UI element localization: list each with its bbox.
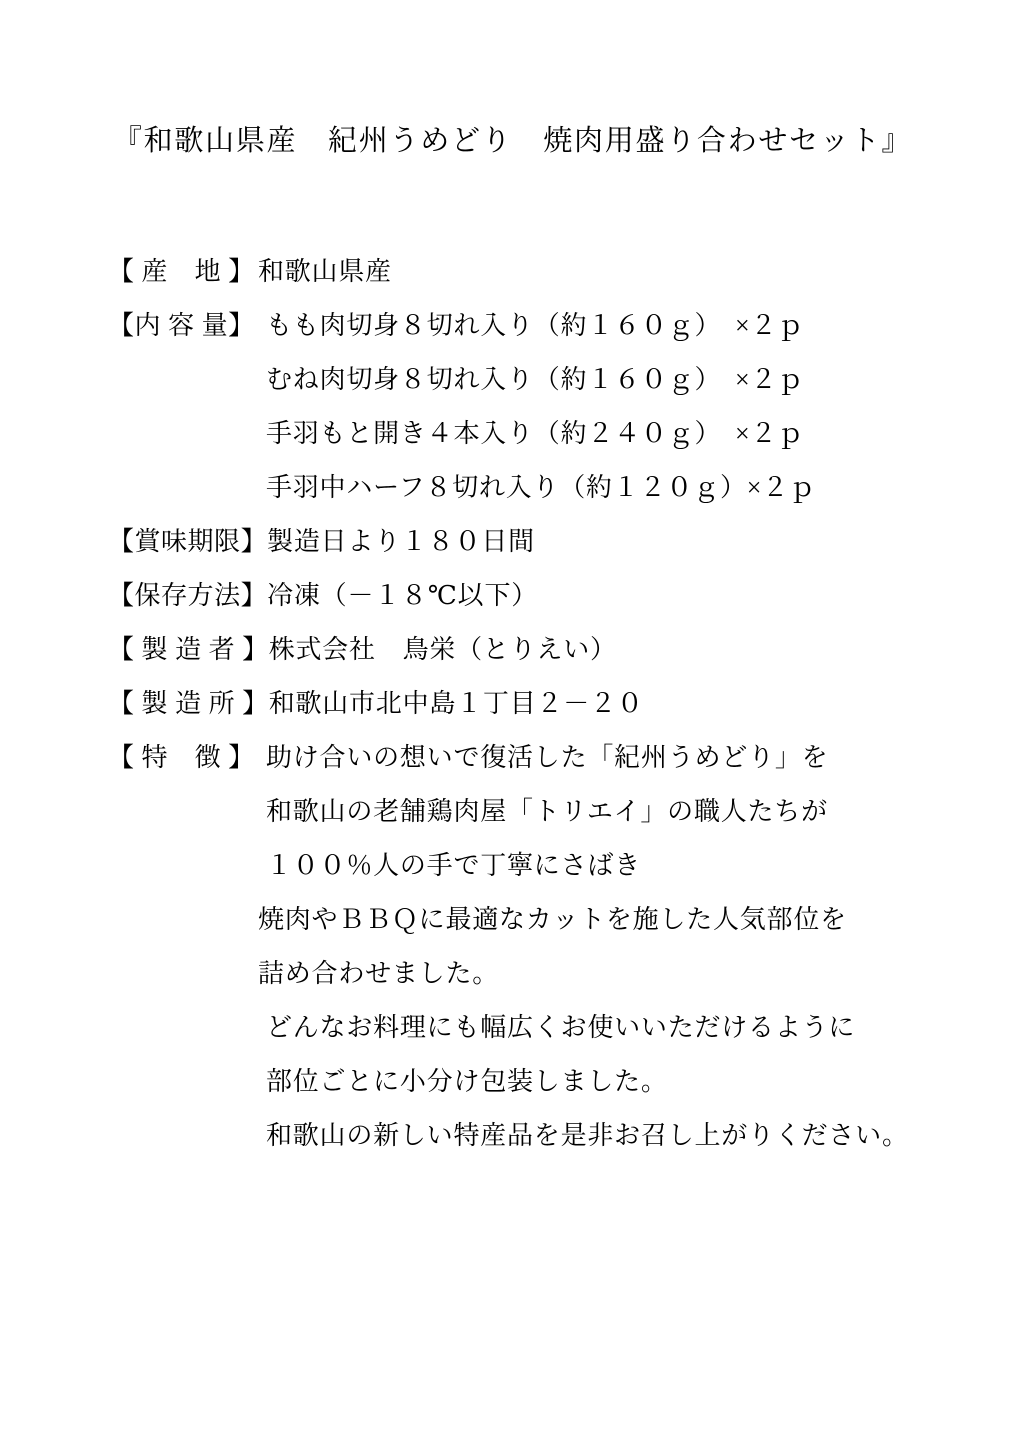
spec-value-line: 部位ごとに小分け包装しました。 [266, 1067, 668, 1096]
spec-value-line: 冷凍（－１８℃以下） [267, 581, 539, 610]
spec-value-line: どんなお料理にも幅広くお使いいただけるように [266, 1013, 856, 1042]
spec-values-manufacturer [269, 623, 968, 677]
spec-value-line: 助け合いの想いで復活した「紀州うめどり」を [266, 743, 829, 772]
page-title: 『和歌山県産 紀州うめどり 焼肉用盛り合わせセット』 [112, 125, 913, 157]
spec-label-factory: 【 製 造 所 】 [108, 689, 269, 718]
spec-value-line: 和歌山県産 [258, 257, 392, 286]
spec-row-contents [108, 299, 968, 515]
spec-values-features [258, 731, 968, 1163]
spec-label-best-before: 【賞味期限】 [108, 527, 268, 556]
spec-value-line: むね肉切身８切れ入り（約１６０ｇ） ×２ｐ [266, 365, 805, 394]
spec-values-origin [258, 245, 968, 299]
spec-label-storage: 【保存方法】 [108, 581, 268, 610]
spec-value-line: 和歌山の新しい特産品を是非お召し上がりください。 [266, 1121, 909, 1150]
spec-value-line: 株式会社 鳥栄（とりえい） [268, 635, 617, 664]
spec-label-manufacturer: 【 製 造 者 】 [108, 635, 269, 664]
spec-values-best-before [267, 515, 968, 569]
spec-values-contents [258, 299, 968, 515]
spec-row-best-before [108, 515, 968, 569]
spec-value-line: 手羽もと開き４本入り（約２４０ｇ） ×２ｐ [266, 419, 805, 448]
spec-value-line: 手羽中ハーフ８切れ入り（約１２０ｇ）×２ｐ [266, 473, 816, 502]
spec-label-origin: 【 産 地 】 [108, 257, 255, 286]
spec-row-storage [108, 569, 968, 623]
spec-value-line: もも肉切身８切れ入り（約１６０ｇ） ×２ｐ [266, 311, 805, 340]
spec-label-features: 【 特 徴 】 [108, 743, 255, 772]
spec-label-contents: 【内 容 量】 [108, 311, 255, 340]
spec-value-line: １００％人の手で丁寧にさばき [266, 851, 641, 880]
spec-value-line: 焼肉やＢＢＱに最適なカットを施した人気部位を [258, 905, 847, 934]
spec-values-storage [267, 569, 968, 623]
spec-value-line: 製造日より１８０日間 [267, 527, 535, 556]
spec-value-line: 和歌山市北中島１丁目２－２０ [268, 689, 644, 718]
spec-row-manufacturer [108, 623, 968, 677]
spec-value-line: 和歌山の老舗鶏肉屋「トリエイ」の職人たちが [266, 797, 828, 826]
spec-row-features [108, 731, 968, 1163]
spec-row-factory [108, 677, 968, 731]
spec-list [108, 245, 968, 1163]
spec-values-factory [269, 677, 968, 731]
spec-row-origin [108, 245, 968, 299]
spec-value-line: 詰め合わせました。 [258, 959, 500, 988]
